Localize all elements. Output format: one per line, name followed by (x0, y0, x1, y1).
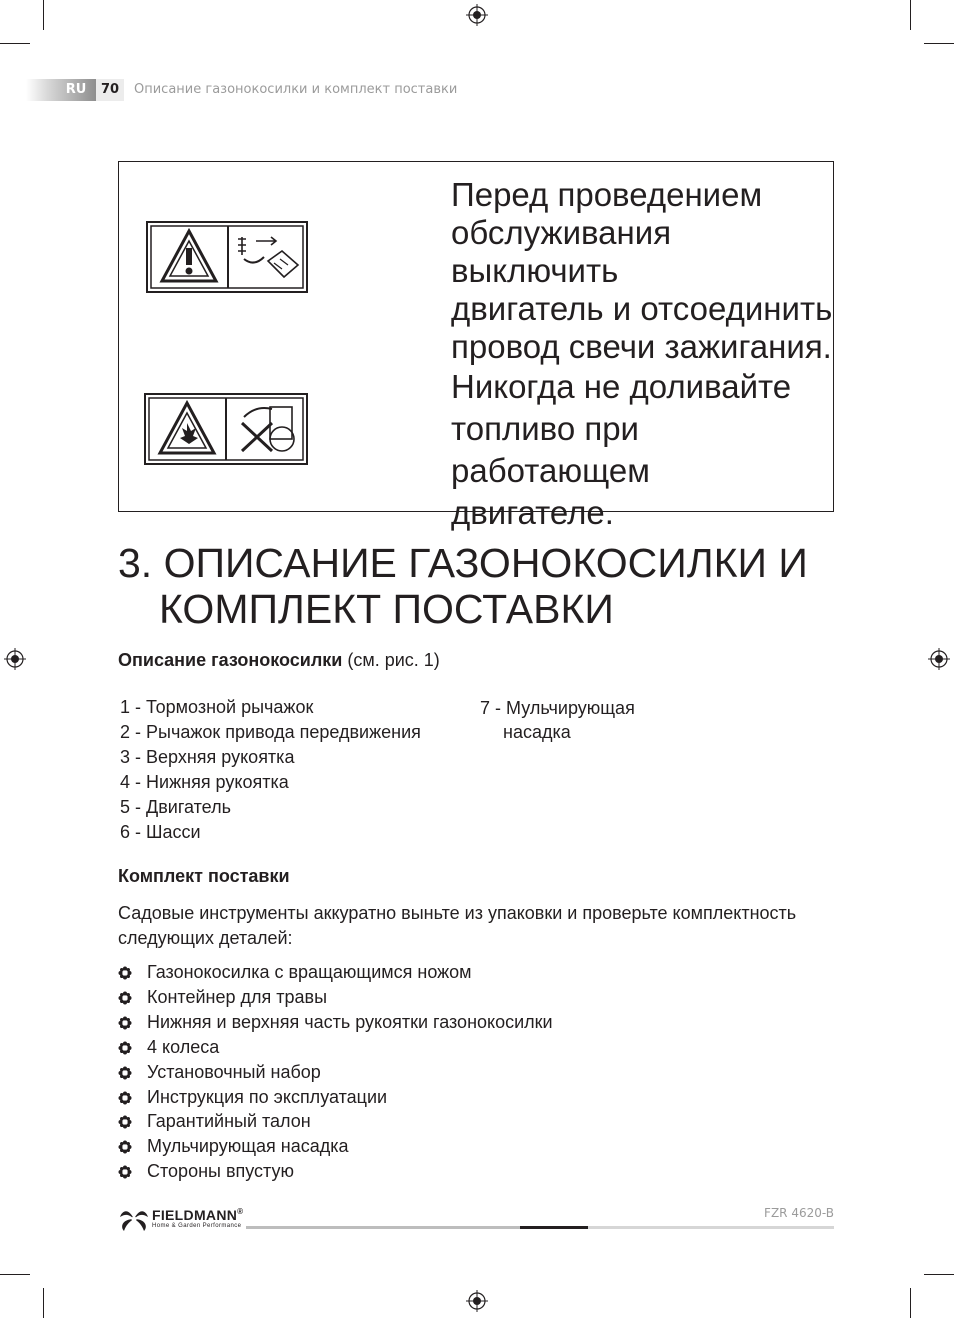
maintenance-warning-icon (146, 221, 308, 293)
list-number: 4 - (120, 772, 142, 792)
package-intro-line: Садовые инструменты аккуратно выньте из упаковки и проверьте комплектность (118, 903, 797, 923)
list-number: 2 - (120, 722, 142, 742)
list-number: 7 - (480, 698, 502, 718)
running-header-title: Описание газонокосилки и комплект поставки (134, 82, 458, 97)
warning-text-maintenance (451, 176, 833, 366)
fuel-warning-icon (144, 393, 308, 465)
list-label: Нижняя и верхняя часть рукоятки газонокосилки (147, 1011, 553, 1032)
warning-box (118, 161, 834, 531)
list-label: Мульчирующая насадка (147, 1136, 349, 1157)
list-number: 6 - (120, 822, 142, 842)
description-heading-bold: Описание газонокосилки (118, 650, 343, 670)
package-intro (118, 901, 796, 951)
list-label: Стороны впустую (147, 1161, 295, 1182)
warning-line: топливо при работающем (451, 410, 650, 489)
fieldmann-logo-icon (118, 1205, 150, 1233)
section-title-line: КОМПЛЕКТ ПОСТАВКИ (159, 586, 614, 632)
brand-mark: ® (237, 1207, 244, 1216)
list-item (120, 697, 313, 718)
list-label: Газонокосилка с вращающимся ножом (147, 962, 472, 982)
warning-line: Перед проведением (451, 176, 763, 213)
list-number: 5 - (120, 797, 142, 817)
package-heading: Комплект поставки (118, 866, 290, 886)
brand-text: FIELDMANN (152, 1207, 238, 1223)
description-heading (118, 650, 440, 671)
flower-bullet-icon (118, 1016, 132, 1030)
list-item (120, 772, 289, 793)
crop-mark (924, 43, 954, 44)
section-title (118, 540, 808, 632)
flower-bullet-icon (118, 966, 132, 980)
list-item (120, 722, 421, 743)
list-label: Двигатель (146, 797, 231, 817)
flower-bullet-icon (118, 1115, 132, 1129)
flower-bullet-icon (118, 1066, 132, 1080)
brand-tagline: Home & Garden Performance (152, 1223, 242, 1229)
flower-bullet-icon (118, 1165, 132, 1179)
language-label: RU (65, 82, 87, 97)
list-label: Мульчирующая (506, 698, 635, 718)
section-title-line: 3. ОПИСАНИЕ ГАЗОНОКОСИЛКИ И (118, 540, 808, 586)
list-item (120, 747, 294, 768)
flower-bullet-icon (118, 991, 132, 1005)
list-label: Установочный набор (147, 1061, 321, 1082)
warning-line: двигателе. (451, 494, 614, 531)
list-number: 1 - (120, 697, 142, 717)
footer-rule-light (246, 1226, 520, 1229)
warning-line: двигатель и отсоединить (451, 290, 833, 327)
crop-mark (43, 0, 44, 30)
crop-mark (910, 0, 911, 30)
list-label: Рычажок привода передвижения (146, 722, 421, 742)
warning-text-fuel (451, 366, 833, 534)
warning-line: провод свечи зажигания. (451, 328, 832, 365)
model-number: FZR 4620-B (764, 1206, 834, 1220)
list-label: Нижняя рукоятка (146, 772, 289, 792)
page-number: 70 (96, 79, 124, 101)
registration-mark-icon (466, 1290, 488, 1312)
list-item-continuation: насадка (503, 722, 571, 742)
flower-bullet-icon (118, 1041, 132, 1055)
description-heading-ref: (см. рис. 1) (342, 650, 440, 670)
brand-name (152, 1207, 243, 1223)
list-number: 3 - (120, 747, 142, 767)
list-label: Тормозной рычажок (146, 697, 314, 717)
flower-bullet-icon (118, 1091, 132, 1105)
list-item (120, 797, 231, 818)
crop-mark (924, 1274, 954, 1275)
list-label: Гарантийный талон (147, 1111, 311, 1132)
footer-rule-dark (520, 1226, 588, 1229)
warning-line: Никогда не доливайте (451, 368, 792, 405)
list-item (480, 698, 635, 719)
crop-mark (910, 1288, 911, 1318)
crop-mark (0, 43, 30, 44)
list-label: Инструкция по эксплуатации (147, 1086, 388, 1107)
list-label: Верхняя рукоятка (146, 747, 295, 767)
list-label: 4 колеса (147, 1036, 220, 1057)
crop-mark (0, 1274, 30, 1275)
list-label: Контейнер для травы (147, 986, 328, 1007)
package-intro-line: следующих деталей: (118, 928, 293, 948)
warning-line: обслуживания выключить (451, 214, 672, 289)
registration-mark-icon (4, 648, 26, 670)
list-label: Шасси (146, 822, 201, 842)
crop-mark (43, 1288, 44, 1318)
flower-bullet-icon (118, 1140, 132, 1154)
registration-mark-icon (466, 4, 488, 26)
registration-mark-icon (928, 648, 950, 670)
footer-rule-light (588, 1226, 834, 1229)
list-item (120, 822, 201, 843)
